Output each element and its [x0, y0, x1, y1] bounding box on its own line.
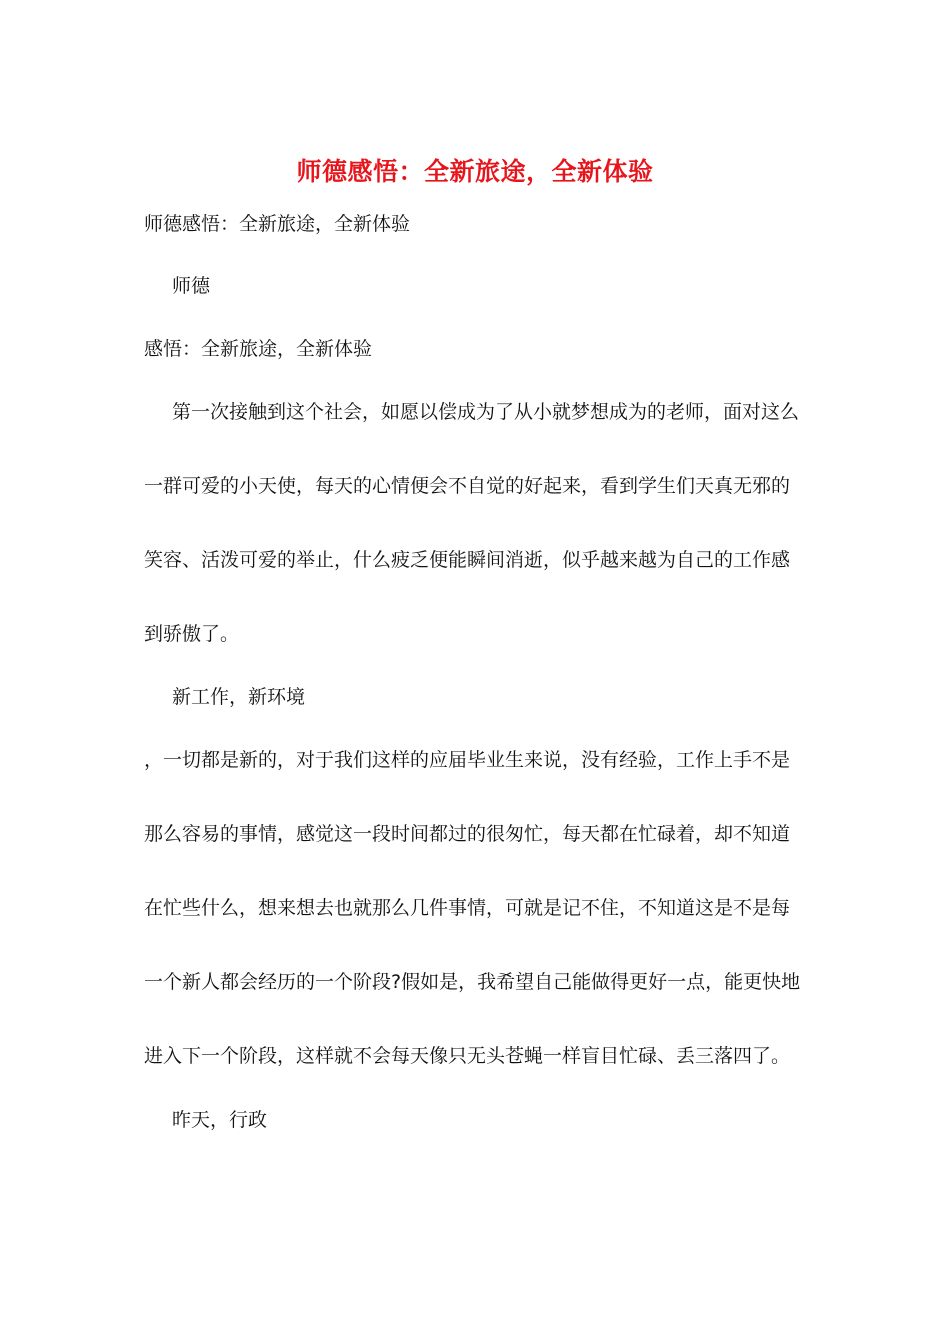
paragraph-line: ，一切都是新的，对于我们这样的应届毕业生来说，没有经验，工作上手不是 [144, 749, 791, 771]
paragraph-line: 一群可爱的小天使，每天的心情便会不自觉的好起来，看到学生们天真无邪的 [144, 475, 791, 497]
document-title: 师德感悟：全新旅途，全新体验 [296, 157, 654, 186]
paragraph-line: 在忙些什么，想来想去也就那么几件事情，可就是记不住，不知道这是不是每 [144, 897, 791, 919]
last-line-yesterday: 昨天，行政 [172, 1109, 268, 1131]
section-label-ganwu: 感悟：全新旅途，全新体验 [144, 338, 373, 360]
paragraph-line: 到骄傲了。 [144, 623, 240, 645]
heading-new-work: 新工作，新环境 [172, 686, 306, 708]
paragraph-line: 第一次接触到这个社会，如愿以偿成为了从小就梦想成为的老师，面对这么 [172, 401, 800, 423]
paragraph-line: 笑容、活泼可爱的举止，什么疲乏便能瞬间消逝，似乎越来越为自己的工作感 [144, 549, 791, 571]
subtitle-line: 师德感悟：全新旅途，全新体验 [144, 213, 411, 235]
paragraph-line: 一个新人都会经历的一个阶段?假如是，我希望自己能做得更好一点，能更快地 [144, 971, 801, 993]
section-label-shide: 师德 [172, 275, 211, 297]
paragraph-line: 进入下一个阶段，这样就不会每天像只无头苍蝇一样盲目忙碌、丢三落四了。 [144, 1045, 791, 1067]
paragraph-line: 那么容易的事情，感觉这一段时间都过的很匆忙，每天都在忙碌着，却不知道 [144, 823, 791, 845]
